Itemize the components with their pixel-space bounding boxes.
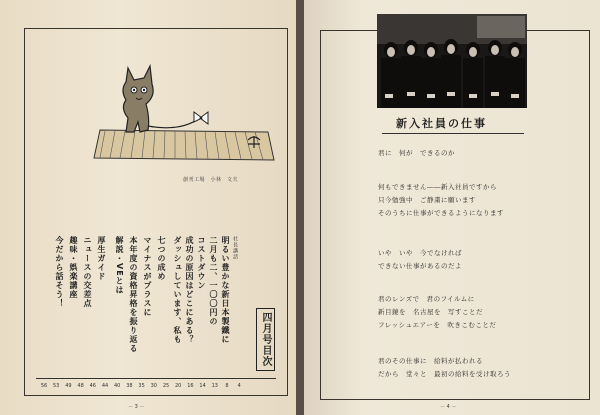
toc-entry: 七つの成め — [157, 236, 166, 281]
toc-page-number: 56 — [40, 383, 48, 389]
toc-entry: 今だから話そう！ — [55, 236, 64, 308]
cat-illustration — [90, 60, 280, 175]
toc-page-number: 30 — [150, 383, 157, 389]
poem-line: そのうちに仕事ができるようになります — [378, 209, 504, 217]
toc-entry: マイナスがプラスに — [143, 236, 152, 317]
poem-line: 君に 何が できるのか — [378, 149, 455, 157]
toc-page-number: 49 — [65, 383, 72, 389]
poem-line: できない仕事があるのだよ — [378, 262, 462, 270]
toc-entry: ニュースの交差点 — [83, 236, 92, 308]
toc-entry: 解説・VEとは — [115, 236, 124, 295]
toc-page-number: 25 — [162, 383, 170, 389]
toc-page-number: 46 — [89, 383, 96, 389]
toc-entry: 社長講話 — [232, 236, 238, 260]
poem-line: だから 堂々と 最初の給料を受け取ろう — [378, 370, 511, 378]
toc-page-number: 4 — [237, 383, 241, 389]
toc-page-number: 8 — [225, 383, 229, 389]
poem-line: 何もできません――新入社員ですから — [378, 183, 497, 191]
toc-entry: 本年度の資格昇格を振り返る — [129, 236, 138, 353]
toc-page-number: 38 — [126, 383, 133, 389]
toc-entry: 二月も二、一〇〇円の — [209, 236, 218, 326]
table-of-contents — [36, 218, 281, 390]
poem-line: 只今勉強中 ご静粛に願います — [378, 196, 476, 204]
toc-entry: 厚生ガイド — [97, 236, 106, 281]
page-number-left: － 3 － — [128, 404, 145, 410]
toc-entry: コストダウン — [197, 236, 206, 290]
toc-page-number: 40 — [114, 383, 121, 389]
new-employees-photo — [377, 14, 527, 108]
toc-entry: 成功の原因はどこにある？ — [185, 236, 194, 344]
toc-entry: ダッシュしています、私も — [173, 236, 182, 344]
toc-page-number: 16 — [187, 383, 194, 389]
toc-entry: 趣味・娯楽講座 — [69, 236, 78, 299]
poem-line: フレッシュエアーを 吹きこむことだ — [378, 321, 497, 329]
poem-line: 新目鏡を 名古屋を 写すことだ — [378, 308, 483, 316]
toc-page-number: 53 — [53, 383, 60, 389]
toc-page-number: 13 — [211, 383, 218, 389]
toc-divider — [36, 378, 276, 379]
poem-line: いや いや 今でなければ — [378, 249, 462, 257]
toc-entry: 明るい豊かな新日本製鐵に — [221, 236, 230, 344]
toc-page-number: 20 — [175, 383, 182, 389]
toc-page-number: 35 — [138, 383, 145, 389]
toc-page-number: 44 — [101, 383, 109, 389]
page-number-right: － 4 － — [440, 404, 457, 410]
article-heading: 新入社員の仕事 — [396, 117, 487, 130]
poem-line: 君のレンズで 君のフイルムに — [378, 295, 475, 303]
toc-title: 四月号目次 — [256, 308, 275, 371]
toc-page-number: 14 — [199, 383, 206, 389]
illustration-caption: 創刊工場 小林 文夫 — [183, 177, 239, 183]
toc-page-number: 48 — [77, 383, 84, 389]
heading-divider — [382, 133, 524, 134]
poem-line: 君のその仕事に 給料が払われる — [378, 357, 483, 365]
left-page — [0, 0, 298, 415]
